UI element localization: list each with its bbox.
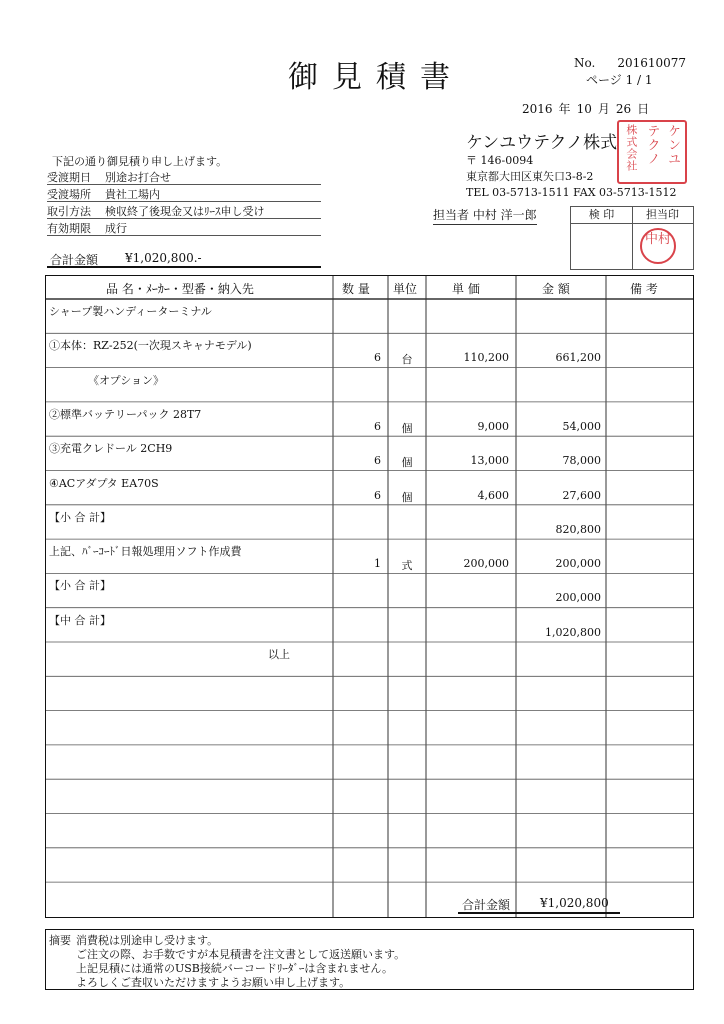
- company-name: ケンユウテクノ株式: [466, 133, 618, 153]
- remarks-line: よろしくご査収いただけますようお願い申し上げます。: [76, 976, 351, 989]
- row-qty: 6: [374, 488, 381, 502]
- total-label: 合計金額: [462, 898, 511, 912]
- document-number: [574, 56, 686, 70]
- row-amount: 661,200: [555, 351, 601, 365]
- document-number-value: 201610077: [617, 56, 687, 70]
- condition-row: [47, 218, 321, 236]
- col-header-note: 備 考: [630, 282, 658, 296]
- row-amount: 820,800: [555, 522, 601, 536]
- company-seal-col: 株式会社: [624, 124, 638, 172]
- total-amount-top: [47, 250, 321, 268]
- company-seal-col: テクノ: [644, 124, 660, 166]
- col-header-item: 品 名・ﾒｰｶｰ・型番・納入先: [106, 282, 254, 296]
- row-unit: 個: [401, 490, 413, 504]
- row-price: 110,200: [463, 351, 509, 365]
- row-amount: 27,600: [562, 488, 601, 502]
- row-price: 9,000: [477, 419, 509, 433]
- company-address: 東京都大田区東矢口3-8-2: [466, 170, 594, 183]
- page-indicator: ページ 1 / 1: [586, 73, 653, 87]
- company-phone: TEL 03-5713-1511 FAX 03-5713-1512: [466, 186, 677, 199]
- stamp-divider: [632, 207, 633, 269]
- row-qty: 1: [374, 557, 381, 571]
- condition-row: [47, 184, 321, 202]
- row-item: 【小 合 計】: [49, 510, 111, 524]
- condition-label: 有効期限: [47, 222, 91, 235]
- person-in-charge: [433, 206, 537, 225]
- row-amount: 54,000: [562, 419, 601, 433]
- issue-date: [522, 100, 655, 117]
- estimate-table: [45, 275, 694, 918]
- row-price: 13,000: [470, 454, 509, 468]
- row-qty: 6: [374, 351, 381, 365]
- row-item: 《オプション》: [88, 373, 165, 387]
- row-price: 200,000: [463, 557, 509, 571]
- document-number-label: No.: [574, 56, 596, 70]
- remarks-box: [45, 929, 694, 990]
- col-header-unit: 単位: [393, 282, 418, 296]
- date-month: 10: [576, 102, 592, 116]
- remarks-line: 上記見積には通常のUSB接続バーコードﾘｰﾀﾞｰは含まれません。: [76, 962, 394, 975]
- row-item: 【小 合 計】: [49, 579, 111, 593]
- date-year-unit: 年: [558, 102, 571, 116]
- row-item: 【中 合 計】: [49, 613, 111, 627]
- row-item: ①本体：RZ-252(一次現スキャナモデル): [49, 339, 252, 353]
- person-label: 担当者: [433, 208, 470, 222]
- staff-stamp-label: 担当印: [632, 207, 693, 224]
- remarks-label: 摘要: [49, 934, 71, 947]
- col-header-qty: 数 量: [342, 282, 370, 296]
- total-amount-bottom: [458, 896, 620, 914]
- row-amount: 1,020,800: [545, 625, 601, 639]
- condition-value: 別途お打合せ: [105, 171, 171, 184]
- company-seal-col: ケンユ: [665, 124, 681, 166]
- remarks-line: 消費税は別途申し受けます。: [76, 934, 219, 947]
- row-item: 上記、ﾊﾞｰｺｰﾄﾞ日報処理用ソフト作成費: [49, 545, 242, 559]
- stamp-box: [570, 206, 694, 270]
- row-price: 4,600: [477, 488, 509, 502]
- condition-value: 成行: [105, 222, 127, 235]
- col-header-price: 単 価: [452, 282, 480, 296]
- date-day-unit: 日: [637, 102, 650, 116]
- condition-row: [47, 167, 321, 185]
- row-item: ③充電クレドール 2CH9: [49, 442, 173, 456]
- person-name: 中村 洋一郎: [472, 208, 537, 222]
- row-unit: 個: [401, 456, 413, 470]
- total-value: ¥1,020,800: [540, 896, 609, 910]
- date-year: 2016: [522, 102, 553, 116]
- condition-label: 取引方法: [47, 205, 91, 218]
- row-amount: 78,000: [562, 454, 601, 468]
- condition-value: 貴社工場内: [105, 188, 160, 201]
- row-item: 以上: [268, 648, 290, 661]
- row-qty: 6: [374, 419, 381, 433]
- row-item: シャープ製ハンディーターミナル: [49, 305, 212, 318]
- date-day: 26: [615, 102, 632, 116]
- condition-label: 受渡場所: [47, 188, 91, 201]
- company-postal: 〒 146-0094: [466, 154, 534, 167]
- company-seal: [617, 120, 687, 184]
- row-item: ②標準バッテリーパック 28T7: [49, 407, 202, 421]
- col-header-amount: 金 額: [542, 282, 570, 296]
- inspect-stamp-label: 検 印: [571, 207, 632, 224]
- condition-label: 受渡期日: [47, 171, 91, 184]
- intro-text: 下記の通り御見積り申し上げます。: [52, 155, 228, 168]
- condition-row: [47, 201, 321, 219]
- condition-value: 検収終了後現金又はﾘｰｽ申し受け: [105, 205, 265, 218]
- row-amount: 200,000: [555, 557, 601, 571]
- total-value: ¥1,020,800.-: [125, 251, 202, 265]
- row-item: ④ACアダプタ EA70S: [49, 476, 159, 490]
- document-title: 御見積書: [288, 60, 464, 95]
- row-amount: 200,000: [555, 591, 601, 605]
- row-unit: 個: [401, 421, 413, 435]
- row-unit: 式: [401, 559, 413, 573]
- date-month-unit: 月: [597, 102, 610, 116]
- total-label: 合計金額: [50, 253, 99, 267]
- row-qty: 6: [374, 454, 381, 468]
- row-unit: 台: [401, 353, 413, 367]
- staff-seal: 中村: [640, 228, 676, 264]
- remarks-line: ご注文の際、お手数ですが本見積書を注文書として返送願います。: [76, 948, 406, 961]
